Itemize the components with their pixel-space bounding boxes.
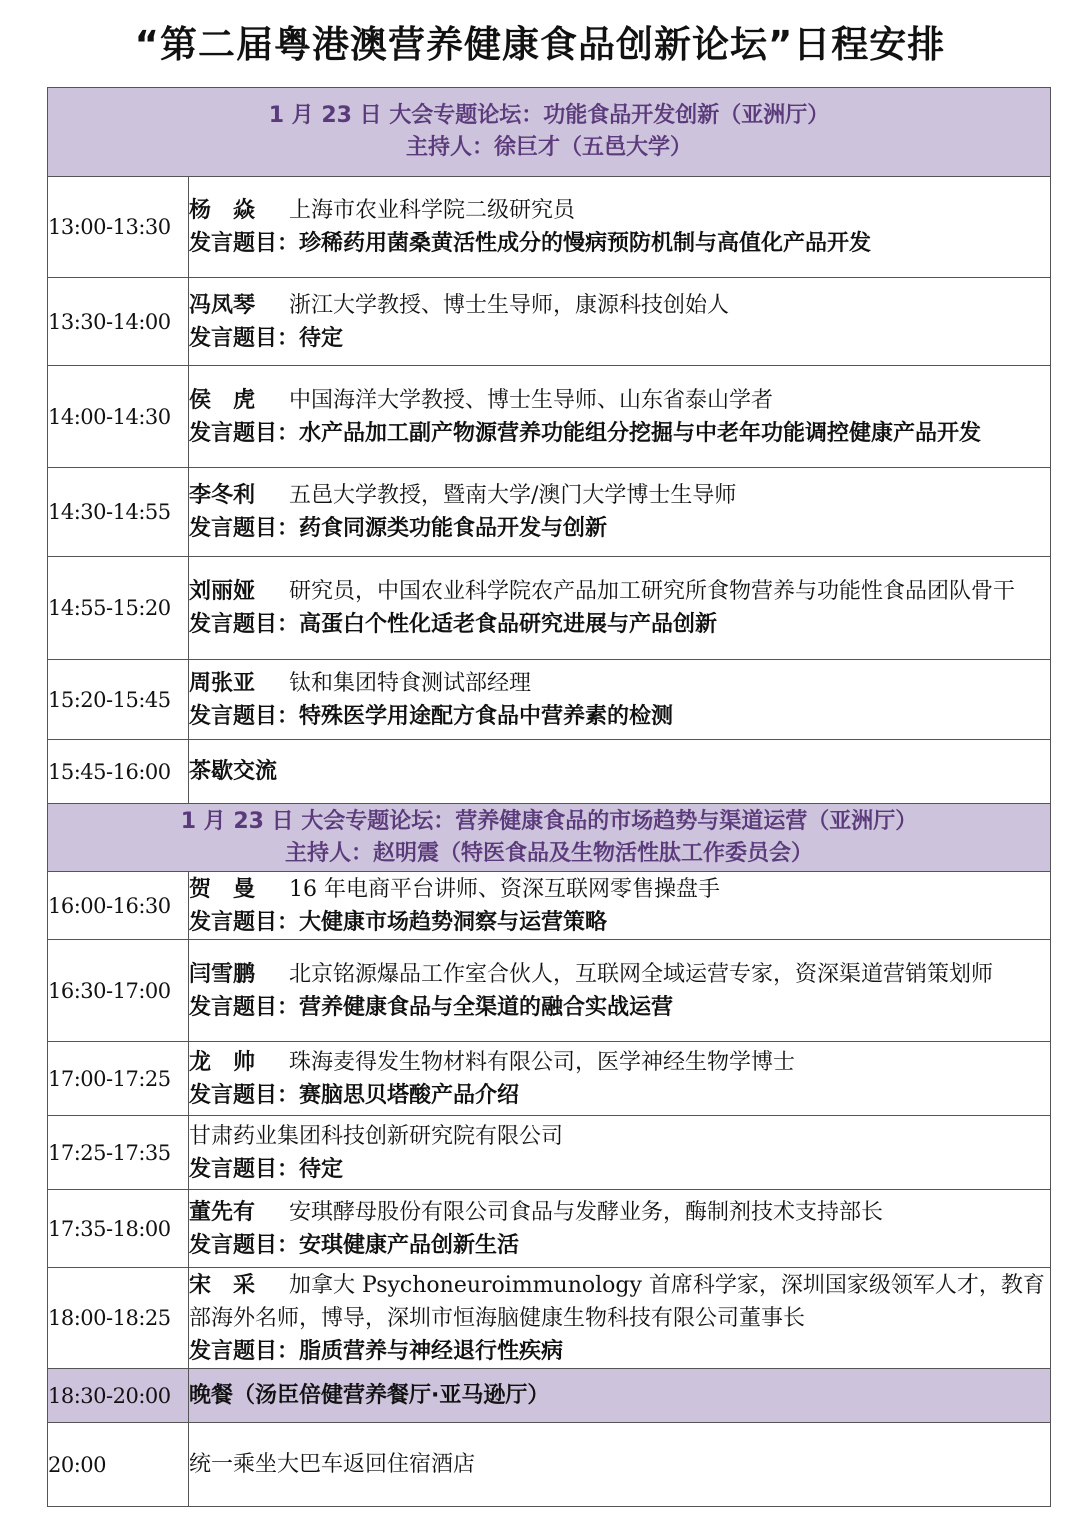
- table-row: [48, 1268, 1051, 1369]
- table-row: [48, 1423, 1051, 1507]
- speaker-name: 贺 曼: [189, 876, 256, 902]
- content-cell: [189, 1190, 1051, 1268]
- topic-title: 高蛋白个性化适老食品研究进展与产品创新: [299, 612, 718, 637]
- content-cell: [189, 177, 1051, 278]
- time-cell: 18:00-18:25: [48, 1268, 189, 1369]
- table-row: [48, 1116, 1051, 1190]
- speaker-name: 宋 采: [189, 1272, 256, 1298]
- speaker-affiliation: 五邑大学教授，暨南大学/澳门大学博士生导师: [289, 483, 737, 508]
- break-text: 茶歇交流: [189, 759, 278, 784]
- table-row: [48, 278, 1051, 366]
- table-row: [48, 557, 1051, 660]
- content-cell: [189, 366, 1051, 468]
- time-cell: 17:00-17:25: [48, 1042, 189, 1116]
- topic-label: 发言题目：: [189, 1232, 300, 1258]
- topic-title: 待定: [299, 325, 344, 351]
- speaker-affiliation: 安琪酵母股份有限公司食品与发酵业务，酶制剂技术支持部长: [289, 1199, 884, 1225]
- table-row: [48, 468, 1051, 557]
- topic-label: 发言题目：: [189, 994, 300, 1020]
- table-row: [48, 740, 1051, 804]
- speaker-name: 侯 虎: [189, 387, 256, 413]
- topic-label: 发言题目：: [189, 1082, 300, 1108]
- topic-title: 待定: [299, 1156, 344, 1182]
- content-cell: [189, 1116, 1051, 1190]
- table-row: [48, 1190, 1051, 1268]
- topic-label: 发言题目：: [189, 420, 300, 446]
- speaker-name: 刘丽娅: [189, 579, 256, 604]
- content-cell: [189, 278, 1051, 366]
- speaker-affiliation: 浙江大学教授、博士生导师，康源科技创始人: [289, 292, 730, 318]
- topic-label: 发言题目：: [189, 516, 300, 541]
- content-cell: [189, 1369, 1051, 1423]
- topic-label: 发言题目：: [189, 612, 300, 637]
- table-row: [48, 1042, 1051, 1116]
- topic-title: 脂质营养与神经退行性疾病: [299, 1338, 564, 1364]
- time-cell: 16:30-17:00: [48, 940, 189, 1042]
- dinner-text: 晚餐（汤臣倍健营养餐厅·亚马逊厅）: [189, 1383, 550, 1408]
- content-cell: [189, 557, 1051, 660]
- table-row: [48, 366, 1051, 468]
- topic-title: 营养健康食品与全渠道的融合实战运营: [299, 994, 674, 1020]
- speaker-name: 冯凤琴: [189, 292, 256, 318]
- speaker-affiliation: 研究员，中国农业科学院农产品加工研究所食物营养与功能性食品团队骨干: [289, 579, 1016, 604]
- topic-label: 发言题目：: [189, 231, 300, 256]
- topic-title: 大健康市场趋势洞察与运营策略: [299, 909, 608, 935]
- content-cell: [189, 740, 1051, 804]
- topic-title: 特殊医学用途配方食品中营养素的检测: [299, 703, 674, 729]
- speaker-name: 闫雪鹏: [189, 961, 256, 987]
- time-cell: 13:30-14:00: [48, 278, 189, 366]
- section-header: [48, 88, 1051, 177]
- time-cell: 14:00-14:30: [48, 366, 189, 468]
- table-row: [48, 177, 1051, 278]
- speaker-name: 杨 焱: [189, 198, 256, 223]
- speaker-affiliation: 16 年电商平台讲师、资深互联网零售操盘手: [289, 876, 720, 902]
- topic-title: 赛脑思贝塔酸产品介绍: [299, 1082, 520, 1108]
- time-cell: 16:00-16:30: [48, 872, 189, 940]
- speaker-affiliation: 加拿大 Psychoneuroimmunology 首席科学家，深圳国家级领军人才，教育部海外名师，博导，深圳市恒海脑健康生物科技有限公司董事长: [189, 1272, 1045, 1331]
- table-row: [48, 940, 1051, 1042]
- topic-label: 发言题目：: [189, 325, 300, 351]
- section-host: 主持人：徐巨才（五邑大学）: [405, 135, 692, 160]
- speaker-name: 周张亚: [189, 670, 256, 696]
- speaker-affiliation: 珠海麦得发生物材料有限公司，医学神经生物学博士: [289, 1049, 796, 1075]
- time-cell: 14:30-14:55: [48, 468, 189, 557]
- topic-title: 安琪健康产品创新生活: [299, 1232, 520, 1258]
- section-host: 主持人：赵明震（特医食品及生物活性肽工作委员会）: [284, 840, 813, 866]
- speaker-name: 董先有: [189, 1199, 256, 1225]
- time-cell: 15:20-15:45: [48, 660, 189, 740]
- time-cell: 17:35-18:00: [48, 1190, 189, 1268]
- content-cell: [189, 468, 1051, 557]
- content-cell: [189, 940, 1051, 1042]
- time-cell: 17:25-17:35: [48, 1116, 189, 1190]
- content-cell: [189, 660, 1051, 740]
- time-cell: 15:45-16:00: [48, 740, 189, 804]
- topic-label: 发言题目：: [189, 1156, 300, 1182]
- topic-title: 水产品加工副产物源营养功能组分挖掘与中老年功能调控健康产品开发: [299, 420, 982, 446]
- shuttle-text: 统一乘坐大巴车返回住宿酒店: [189, 1452, 476, 1477]
- topic-label: 发言题目：: [189, 703, 300, 729]
- topic-label: 发言题目：: [189, 909, 300, 935]
- topic-label: 发言题目：: [189, 1338, 300, 1364]
- speaker-affiliation: 北京铭源爆品工作室合伙人，互联网全域运营专家，资深渠道营销策划师: [289, 961, 994, 987]
- content-cell: [189, 872, 1051, 940]
- section-title: 1 月 23 日 大会专题论坛：功能食品开发创新（亚洲厅）: [268, 103, 830, 128]
- section-header: [48, 804, 1051, 872]
- topic-title: 药食同源类功能食品开发与创新: [299, 516, 608, 541]
- time-cell: 20:00: [48, 1423, 189, 1507]
- time-cell: 18:30-20:00: [48, 1369, 189, 1423]
- speaker-name: 龙 帅: [189, 1049, 256, 1075]
- speaker-name: 李冬利: [189, 483, 256, 508]
- page-title: “第二届粤港澳营养健康食品创新论坛”日程安排: [134, 23, 946, 66]
- time-cell: 13:00-13:30: [48, 177, 189, 278]
- table-row: [48, 1369, 1051, 1423]
- speaker-affiliation: 上海市农业科学院二级研究员: [289, 198, 576, 223]
- topic-title: 珍稀药用菌桑黄活性成分的慢病预防机制与高值化产品开发: [299, 231, 872, 256]
- table-row: [48, 660, 1051, 740]
- content-cell: [189, 1423, 1051, 1507]
- section-title: 1 月 23 日 大会专题论坛：营养健康食品的市场趋势与渠道运营（亚洲厅）: [180, 808, 918, 834]
- time-cell: 14:55-15:20: [48, 557, 189, 660]
- table-row: [48, 872, 1051, 940]
- schedule-table: [47, 87, 1051, 1507]
- speaker-affiliation: 钛和集团特食测试部经理: [289, 670, 532, 696]
- content-cell: [189, 1042, 1051, 1116]
- speaker-affiliation: 中国海洋大学教授、博士生导师、山东省泰山学者: [289, 387, 774, 413]
- content-cell: [189, 1268, 1051, 1369]
- speaker-affiliation: 甘肃药业集团科技创新研究院有限公司: [189, 1123, 564, 1149]
